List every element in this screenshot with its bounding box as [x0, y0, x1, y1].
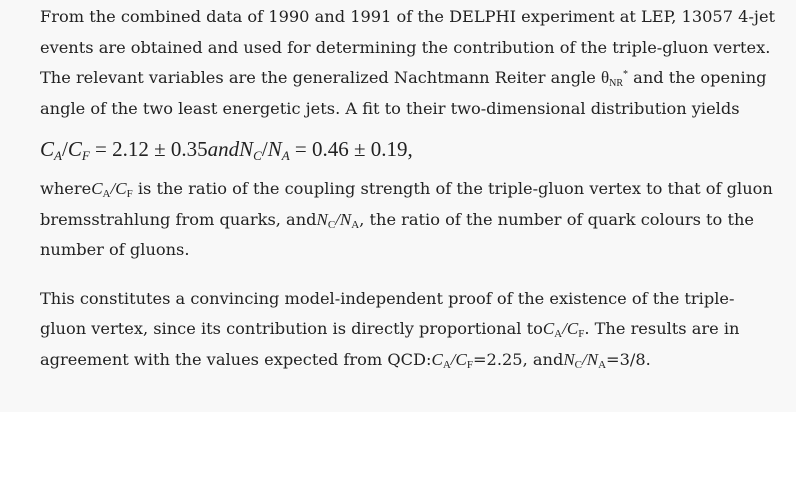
nc-na-ratio: $N_C/N_A$ — [316, 209, 360, 231]
qcd-nc-na-ratio: $N_C/N_A$ — [563, 349, 607, 371]
paragraph-intro — [40, 2, 780, 124]
abstract-content — [40, 2, 780, 375]
theta-nr-symbol: $\theta_{NR}^*$ — [600, 68, 629, 89]
qcd-ca-cf-ratio: $C_A/C_F$ — [431, 349, 473, 371]
intro-text-cont: and the opening angle of the two least energetic jets. A fit to their two-dimensional distribution yields — [40, 68, 767, 118]
paragraph-definitions: $whereC_A/C_F$ is the ratio of the coupling strength of the triple-gluon vertex to that of gluon bremsstrahlung from quarks, $andN_C/N_A$, the ratio of the number of quark colours to the number of gluons. — [40, 179, 773, 259]
paragraph-conclusion: This constitutes a convincing model-independent proof of the existence of the triple-gluon vertex, since its contribution is directly proportional $toC_A/C_F$. The results are in agreement with the values expected from $QCD:C_A/C_F=2.25$, $andN_C/N_A=3/8$. — [40, 288, 740, 371]
ca-cf-ratio: $C_A/C_F$ — [91, 179, 133, 200]
result-formula: $C_A/C_F = 2.12$ ± $0.35andN_C/N_A = 0.46 \pm 0.19$, — [40, 137, 413, 163]
intro-text: From the combined data of 1990 and 1991 of the DELPHI experiment at LEP, 13057 4-jet events are obtained and used for determining the contribution of the triple-gluon vertex. The relevant variables are the generalized Nachtmann Reiter angle — [40, 7, 776, 87]
ca-cf-ratio-2: $C_A/C_F$ — [542, 319, 585, 340]
